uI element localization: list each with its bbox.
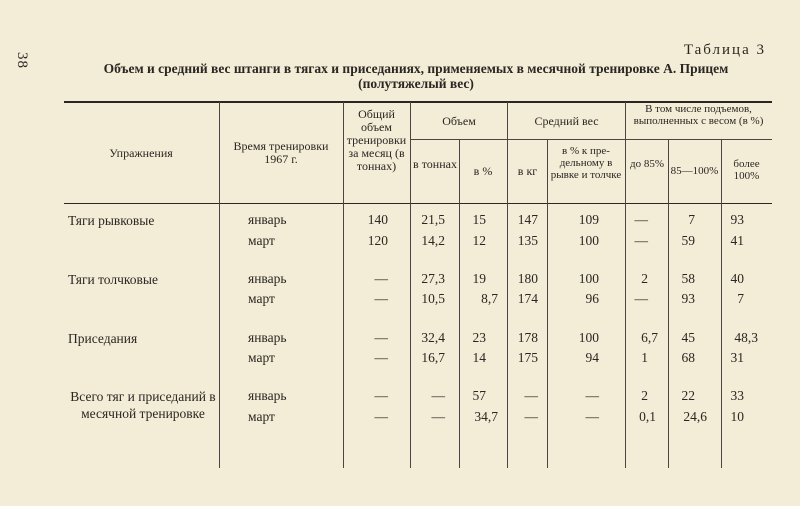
table-cell: 24,6 (683, 409, 707, 424)
table-cell: — (524, 409, 538, 424)
header-bottom-rule (64, 203, 772, 204)
table-cell: 8,7 (481, 291, 498, 306)
table-cell: 1 (641, 350, 648, 365)
table-cell: 14,2 (421, 233, 445, 248)
table-cell: 12 (472, 233, 486, 248)
table-cell: — (374, 409, 388, 424)
month-label: январь (248, 212, 287, 227)
page-number: 38 (14, 52, 30, 69)
header-avg-weight: Средний вес (534, 114, 599, 128)
table-cell: 93 (730, 212, 744, 227)
table-cell: 96 (585, 291, 599, 306)
table-cell: 180 (517, 271, 538, 286)
header-avg-pct: в % к предельному в рывке и толчке (550, 145, 622, 181)
month-label: январь (248, 271, 287, 286)
table-cell: — (634, 291, 648, 306)
table-cell: 0,1 (639, 409, 656, 424)
table-cell: — (374, 350, 388, 365)
table-cell: 59 (681, 233, 695, 248)
exercise-label: Приседания (68, 331, 138, 346)
caption-line-1: Объем и средний вес штанги в тягах и приседаниях, применяемых в месячной тренировке А. Прицем (103, 61, 729, 76)
column-divider (219, 102, 220, 468)
table-label: Таблица 3 (683, 42, 766, 58)
table-cell: 33 (730, 388, 744, 403)
header-lifts-85-100: 85—100% (670, 165, 719, 177)
month-label: март (248, 291, 275, 306)
table-cell: 7 (737, 291, 744, 306)
table-cell: 58 (681, 271, 695, 286)
table-cell: — (374, 388, 388, 403)
table-cell: — (431, 409, 445, 424)
table-cell: 14 (472, 350, 486, 365)
subheader-rule (626, 139, 772, 140)
table-cell: 178 (517, 330, 538, 345)
table-cell: — (585, 388, 599, 403)
table-cell: 23 (472, 330, 486, 345)
table-cell: 135 (517, 233, 538, 248)
table-cell: — (374, 291, 388, 306)
table-cell: 15 (472, 212, 486, 227)
table-cell: 21,5 (421, 212, 445, 227)
table-cell: — (585, 409, 599, 424)
table-cell: 68 (681, 350, 695, 365)
table-cell: 48,3 (734, 330, 758, 345)
table-cell: 6,7 (641, 330, 658, 345)
month-label: январь (248, 330, 287, 345)
month-label: март (248, 350, 275, 365)
header-avg-kg: в кг (517, 164, 538, 178)
table-cell: 31 (730, 350, 744, 365)
header-lifts-to85: до 85% (629, 158, 664, 170)
table-cell: 120 (367, 233, 388, 248)
table-cell: 100 (578, 233, 599, 248)
table-cell: — (374, 271, 388, 286)
table-cell: 147 (517, 212, 538, 227)
header-exercise: Упражнения (109, 146, 173, 160)
header-time: Время тренировки 1967 г. (233, 139, 329, 166)
header-total-volume: Общий объем тренировки за месяц (в тоннах) (346, 107, 407, 173)
table-cell: 57 (472, 388, 486, 403)
header-volume: Объем (442, 114, 476, 128)
header-lifts-over100: более 100% (733, 158, 760, 182)
table-cell: 19 (472, 271, 486, 286)
table-cell: — (374, 330, 388, 345)
table-cell: 41 (730, 233, 744, 248)
table-cell: 100 (578, 271, 599, 286)
table-cell: 174 (517, 291, 538, 306)
exercise-label: Всего тяг и приседаний в месячной тренировке (70, 389, 216, 421)
table-cell: 2 (641, 388, 648, 403)
table-cell: 175 (517, 350, 538, 365)
table-cell: 7 (688, 212, 695, 227)
table-cell: — (634, 233, 648, 248)
header-volume-pct: в % (473, 164, 493, 178)
month-label: март (248, 233, 275, 248)
exercise-label: Тяги толчковые (68, 272, 158, 287)
table-cell: 100 (578, 330, 599, 345)
header-lifts: В том числе подъемов, выполненных с весом (в %) (633, 103, 764, 127)
table-caption (66, 61, 766, 91)
table-cell: — (634, 212, 648, 227)
table-cell: 10,5 (421, 291, 445, 306)
table-cell: 16,7 (421, 350, 445, 365)
table-cell: 40 (730, 271, 744, 286)
table-cell: 2 (641, 271, 648, 286)
month-label: март (248, 409, 275, 424)
table-cell: 32,4 (421, 330, 445, 345)
caption-line-2: (полутяжелый вес) (358, 76, 474, 91)
table-cell: 10 (730, 409, 744, 424)
table-cell: 94 (585, 350, 599, 365)
table-cell: 140 (367, 212, 388, 227)
table-cell: 109 (578, 212, 599, 227)
table-cell: 93 (681, 291, 695, 306)
table-cell: — (431, 388, 445, 403)
column-divider (343, 102, 344, 468)
table-cell: 34,7 (474, 409, 498, 424)
subheader-rule (411, 139, 507, 140)
exercise-label: Тяги рывковые (68, 213, 155, 228)
table-cell: — (524, 388, 538, 403)
month-label: январь (248, 388, 287, 403)
subheader-rule (508, 139, 625, 140)
table-cell: 27,3 (421, 271, 445, 286)
header-volume-tons: в тоннах (413, 157, 457, 171)
table-cell: 22 (681, 388, 695, 403)
table-cell: 45 (681, 330, 695, 345)
